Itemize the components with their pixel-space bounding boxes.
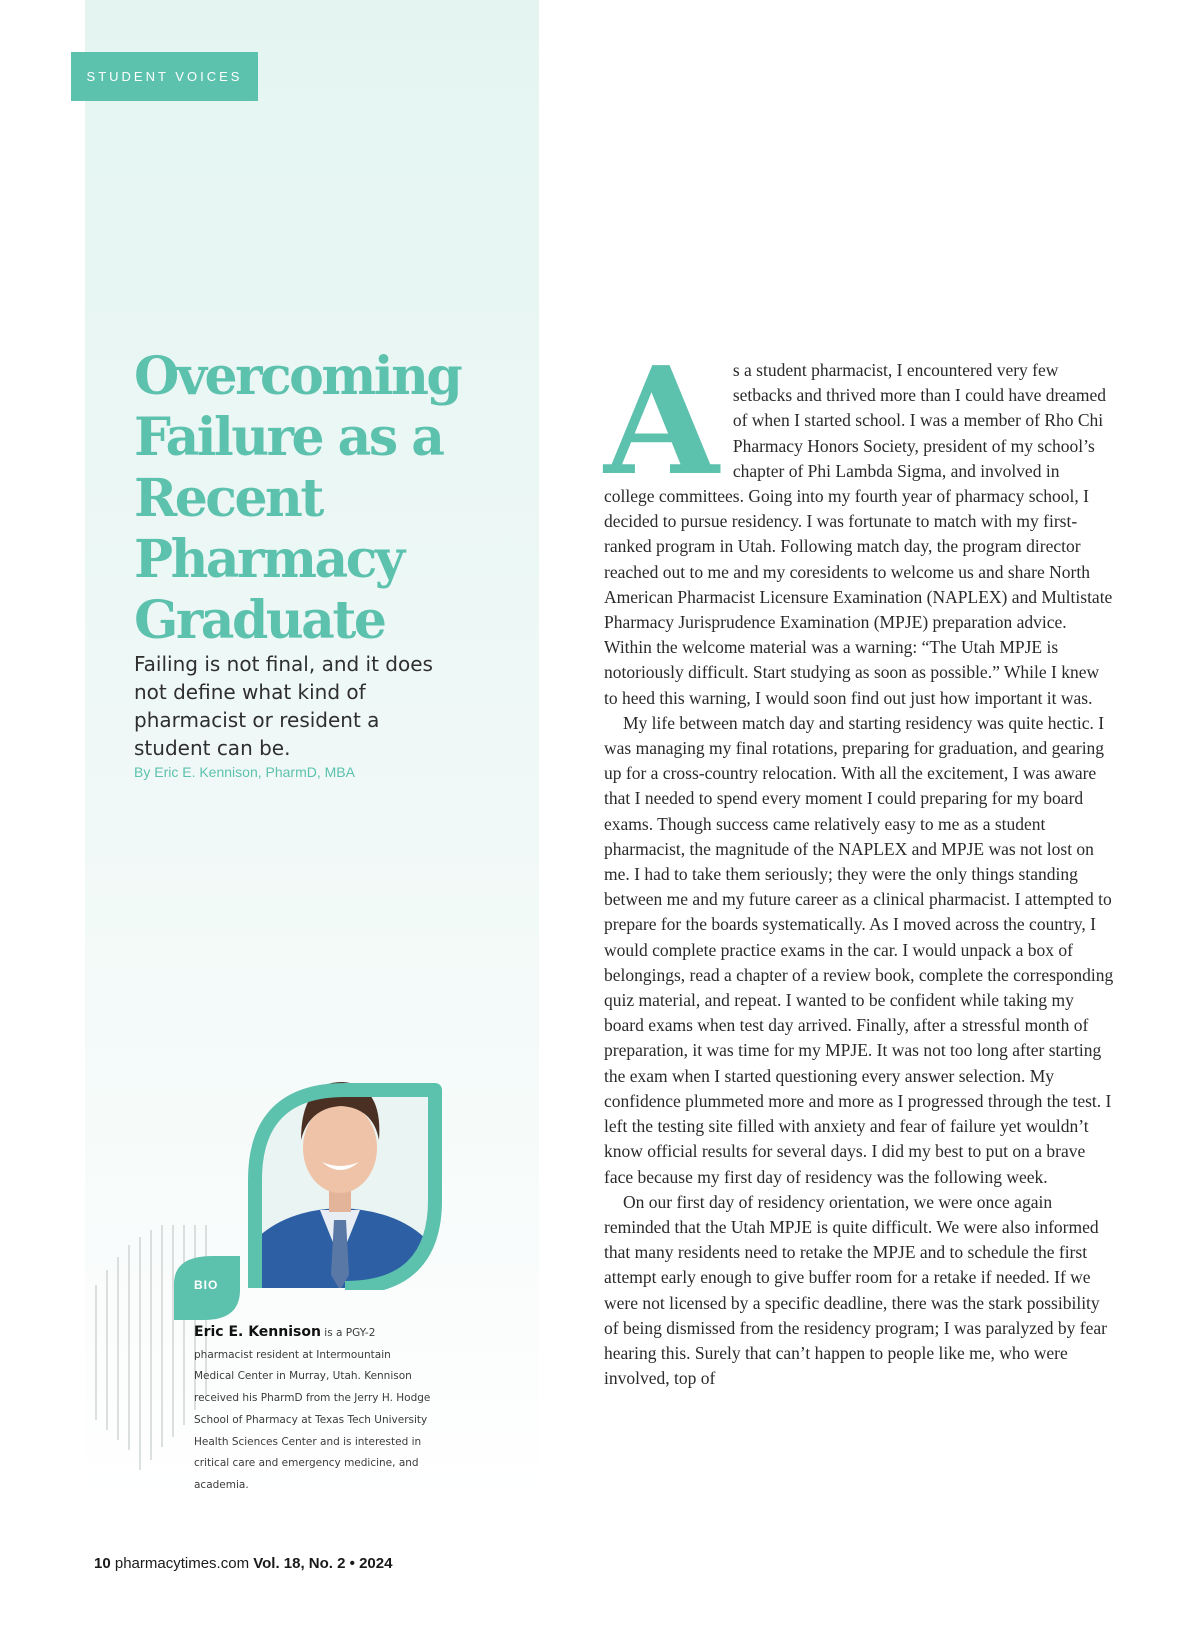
article-byline: By Eric E. Kennison, PharmD, MBA bbox=[134, 764, 355, 780]
section-tag: STUDENT VOICES bbox=[71, 52, 258, 101]
article-headline: Overcoming Failure as a Recent Pharmacy Graduate bbox=[134, 346, 461, 651]
article-body bbox=[604, 334, 1114, 1391]
page-number: 10 bbox=[94, 1555, 111, 1572]
article-paragraph-3: On our first day of residency orientation, we were once again reminded that the Utah MPJE is quite difficult. We were also informed that many residents need to retake the MPJE and to schedule the first attempt early enough to give buffer room for a retake if needed. If we were not licensed by a specific deadline, there was the stark possibility of being dismissed from the residency program; I was paralyzed by fear hearing this. Surely that can’t happen to people like me, who were involved, top of bbox=[604, 1191, 1107, 1389]
page-footer bbox=[94, 1555, 392, 1572]
author-portrait bbox=[245, 1060, 445, 1290]
bio-description: is a PGY-2 pharmacist resident at Intermountain Medical Center in Murray, Utah. Kennison received his PharmD from the Jerry H. Hodge School of Pharmacy at Texas Tech University Health Sciences Center and is interested in critical care and emergency medicine, and academia. bbox=[194, 1327, 431, 1491]
footer-issue: Vol. 18, No. 2 • 2024 bbox=[253, 1555, 393, 1572]
article-paragraph-2: My life between match day and starting residency was quite hectic. I was managing my final rotations, preparing for graduation, and gearing up for a cross-country relocation. With all the excitement, I was aware that I needed to spend every moment I could preparing for my board exams. Though success came relatively easy to me as a student pharmacist, the magnitude of the NAPLEX and MPJE was not lost on me. I had to take them seriously; they were the only things standing between me and my future career as a clinical pharmacist. I attempted to prepare for the boards systematically. As I moved across the country, I would complete practice exams in the car. I would unpack a box of belongings, read a chapter of a review book, complete the corresponding quiz material, and repeat. I wanted to be confident while taking my board exams when test day arrived. Finally, after a stressful month of preparation, it was time for my MPJE. It was not too long after starting the exam when I started questioning every answer selection. My confidence plummeted more and more as I progressed through the test. I left the testing site filled with anxiety and fear of failure yet wouldn’t know official results for several days. I did my best to put on a brave face because my first day of residency was the following week. bbox=[604, 712, 1114, 1187]
author-bio bbox=[194, 1322, 434, 1497]
drop-cap: A bbox=[604, 334, 719, 508]
bio-author-name: Eric E. Kennison bbox=[194, 1324, 321, 1340]
article-deck: Failing is not final, and it does not define what kind of pharmacist or resident a student can be. bbox=[134, 652, 433, 760]
footer-site: pharmacytimes.com bbox=[114, 1555, 250, 1572]
article-paragraph-1: s a student pharmacist, I encountered very few setbacks and thrived more than I could have dreamed of when I started school. I was a member of Rho Chi Pharmacy Honors Society, president of my school’s chapter of Phi Lambda Sigma, and involved in college committees. Going into my fourth year of pharmacy school, I decided to pursue residency. I was fortunate to match with my first-ranked program in Utah. Following match day, the program director reached out to me and my coresidents to welcome us and share North American Pharmacist Licensure Examination (NAPLEX) and Multistate Pharmacy Jurisprudence Examination (MPJE) preparation advice. Within the welcome material was a warning: “The Utah MPJE is notoriously difficult. Start studying as soon as possible.” While I knew to heed this warning, I would soon find out just how important it was. bbox=[604, 360, 1113, 708]
bio-label: BIO bbox=[194, 1278, 219, 1292]
